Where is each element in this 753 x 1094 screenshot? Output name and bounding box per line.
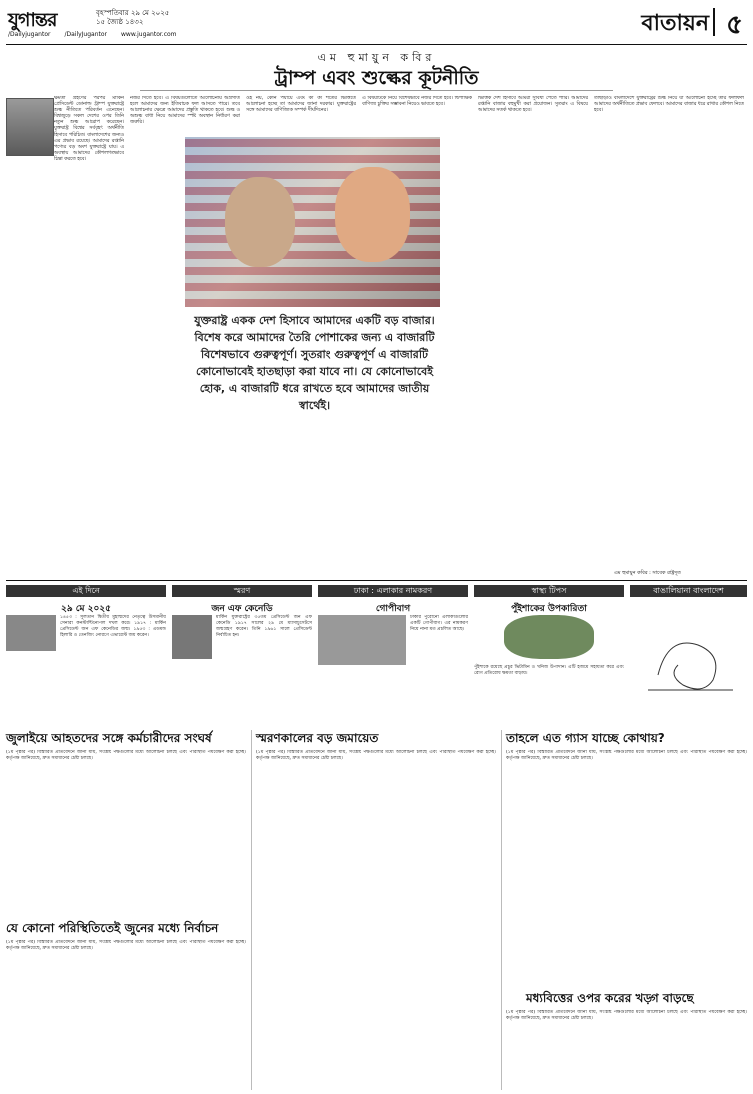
article-column-4: এ বিষয়টিকে নিয়ে বিশেষভাবে নজর দিতে হবে। দ্বিপাক্ষিক বাণিজ্য চুক্তির সম্ভাবনা নিয়েও ভাবতে হবে। bbox=[362, 96, 472, 108]
box-title: ঢাকা : এলাকার নামকরণ bbox=[318, 585, 468, 597]
news-text-4: (১ম পৃষ্ঠার পর) বিস্তারিত প্রতিবেদনে জানা যায়, সংশ্লিষ্ট পক্ষগুলোর মধ্যে আলোচনা চলছে এবং পরিস্থিতি পর্যবেক্ষণ করা হচ্ছে। কর্তৃপক্ষ জানিয়েছে, দ্রুত সমাধানের চেষ্টা চলছে। bbox=[6, 940, 246, 951]
column-divider bbox=[251, 730, 252, 1090]
section-name: বাতায়ন bbox=[641, 10, 709, 36]
box-title: এই দিনে bbox=[6, 585, 166, 597]
masthead bbox=[0, 0, 753, 50]
health-box bbox=[474, 585, 624, 725]
news-headline-3: তাহলে এত গ্যাস যাচ্ছে কোথায়? bbox=[506, 731, 665, 745]
article-column-5: ভিত্তিক দেশ হিসাবে আমরা সুবিধা পেতে পারি। আমাদের রপ্তানি বাজার বহুমুখী করা প্রয়োজন। সুতরাং এ বিষয়ে আমাদের সতর্ক থাকতে হবে। bbox=[478, 96, 588, 114]
column-divider bbox=[501, 730, 502, 1090]
article-byline: এম হুমায়ুন কবির bbox=[317, 51, 436, 64]
article-column-6: তাছাড়াও বাংলাদেশে যুক্তরাষ্ট্রের শুল্ক নিয়ে যা আলোচনা হচ্ছে তার ফলাফল আমাদের অর্থনীতিতে প্রভাব ফেলবে। আমাদের বাজার ধরে রাখার কৌশল নিতে হবে। bbox=[594, 96, 744, 114]
box-text: পুঁইশাকে রয়েছে প্রচুর ভিটামিন ও খনিজ উপাদান। এটি হজমে সহায়তা করে এবং রোগ প্রতিরোধ ক্ষমতা বাড়ায়। bbox=[474, 665, 624, 676]
news-headline-4: যে কোনো পরিস্থিতিতেই জুনের মধ্যে নির্বাচন bbox=[6, 921, 219, 935]
author-note: এম হুমায়ুন কবির : সাবেক রাষ্ট্রদূত bbox=[614, 570, 681, 576]
news-headline-1: জুলাইয়ে আহতদের সঙ্গে কর্মচারীদের সংঘর্ষ bbox=[6, 731, 212, 745]
masthead-rule bbox=[6, 44, 747, 45]
boxes-rule bbox=[6, 580, 747, 581]
box-text: মার্কিন যুক্তরাষ্ট্রের ৩৫তম প্রেসিডেন্ট জন এফ কেনেডি ১৯১৭ সালের ২৯ মে ম্যাসাচুসেটসে জন্মগ্রহণ করেন। তিনি ১৯৬১ সালে প্রেসিডেন্ট নির্বাচিত হন। bbox=[216, 615, 312, 638]
article-column-2: নজর দিতে হবে। এ বিষয়গুলোতে আলোচনায় অগ্রগতি হলে আমাদের জন্য ইতিবাচক ফল আসতে পারে। তবে আলোচনার ক্ষেত্রে আমাদের প্রস্তুতি থাকতে হবে। শুল্ক ও অশুল্ক বাধা নিয়ে আমাদের স্পষ্ট অবস্থান নির্ধারণ করা জরুরি। bbox=[130, 96, 240, 126]
article-headline: ট্রাম্প এবং শুল্কের কূটনীতি bbox=[274, 67, 479, 89]
page-number: ৫ bbox=[726, 10, 743, 40]
box-subtitle: গোপীবাগ bbox=[375, 604, 411, 614]
box-subtitle: জন এফ কেনেডি bbox=[211, 604, 273, 614]
news-headline-5: মধ্যবিত্তের ওপর করের খড়্গ বাড়ছে bbox=[526, 991, 694, 1005]
photo-person-left bbox=[225, 177, 295, 267]
divider bbox=[713, 8, 715, 36]
kennedy-photo bbox=[172, 615, 212, 659]
box-text: ঢাকার পুরোনো এলাকাগুলোর একটি গোপীবাগ। এর নামকরণ নিয়ে নানা মত প্রচলিত আছে। bbox=[410, 615, 468, 632]
twitter-link[interactable]: /DailyJugantor bbox=[64, 31, 108, 38]
news-text-1: (১ম পৃষ্ঠার পর) বিস্তারিত প্রতিবেদনে জানা যায়, সংশ্লিষ্ট পক্ষগুলোর মধ্যে আলোচনা চলছে এবং পরিস্থিতি পর্যবেক্ষণ করা হচ্ছে। কর্তৃপক্ষ জানিয়েছে, দ্রুত সমাধানের চেষ্টা চলছে। bbox=[6, 750, 246, 761]
dhaka-box bbox=[318, 585, 468, 725]
box-title: স্বাস্থ্য টিপস bbox=[474, 585, 624, 597]
article-column-3: ওই নয়, কোন পর্যায়ে এবং কী কী শর্তের ভিত্তিতে আলোচনা হচ্ছে তা আমাদের জানা দরকার। যুক্তরাষ্ট্রের সঙ্গে আমাদের বাণিজ্যিক সম্পর্ক দীর্ঘদিনের। bbox=[246, 96, 356, 114]
this-day-box bbox=[6, 585, 166, 725]
news-text-2: (১ম পৃষ্ঠার পর) বিস্তারিত প্রতিবেদনে জানা যায়, সংশ্লিষ্ট পক্ষগুলোর মধ্যে আলোচনা চলছে এবং পরিস্থিতি পর্যবেক্ষণ করা হচ্ছে। কর্তৃপক্ষ জানিয়েছে, দ্রুত সমাধানের চেষ্টা চলছে। bbox=[256, 750, 496, 761]
remembrance-box bbox=[172, 585, 312, 725]
social-links bbox=[8, 31, 177, 38]
photo-person-right bbox=[335, 167, 410, 262]
box-title: বাঙালিয়ানা বাংলাদেশ bbox=[630, 585, 747, 597]
this-day-image bbox=[6, 615, 56, 651]
spinach-image bbox=[504, 615, 594, 659]
website-link[interactable]: www.jugantor.com bbox=[121, 31, 177, 38]
box-text: ১৪৫৩ : সুলতান দ্বিতীয় মুহাম্মদের নেতৃত্বে উসমানীয় সেনারা কনস্টান্টিনোপল দখল করে। ১৯১৭ : মার্কিন প্রেসিডেন্ট জন এফ কেনেডির জন্ম। ১৯৫৩ : এডমন্ড হিলারি ও তেনজিং নোরগে এভারেস্ট জয় করেন। bbox=[60, 615, 166, 638]
news-text-3: (১ম পৃষ্ঠার পর) বিস্তারিত প্রতিবেদনে জানা যায়, সংশ্লিষ্ট পক্ষগুলোর মধ্যে আলোচনা চলছে এবং পরিস্থিতি পর্যবেক্ষণ করা হচ্ছে। কর্তৃপক্ষ জানিয়েছে, দ্রুত সমাধানের চেষ্টা চলছে। bbox=[506, 750, 747, 761]
box-subtitle: পুঁইশাকের উপকারিতা bbox=[511, 604, 587, 614]
news-text-5: (১ম পৃষ্ঠার পর) বিস্তারিত প্রতিবেদনে জানা যায়, সংশ্লিষ্ট পক্ষগুলোর মধ্যে আলোচনা চলছে এবং পরিস্থিতি পর্যবেক্ষণ করা হচ্ছে। কর্তৃপক্ষ জানিয়েছে, দ্রুত সমাধানের চেষ্টা চলছে। bbox=[506, 1010, 747, 1021]
article-column-1: ক্ষমতা গ্রহণের পরপর মার্কিন প্রেসিডেন্ট ডোনাল্ড ট্রাম্প যুক্তরাষ্ট্রে শুল্ক নীতিতে পরিবর্তন এনেছেন। বিশ্বজুড়ে সকল দেশের ওপর তিনি নতুন শুল্ক আরোপ করেছেন। যুক্তরাষ্ট্র বিশ্বের সর্ববৃহৎ অর্থনীতি হিসাবে পরিচিত। বাংলাদেশের জন্যও এর প্রভাব রয়েছে। আমাদের রপ্তানি পণ্যের বড় অংশ যুক্তরাষ্ট্রে যায়। এ অবস্থায় আমাদের কৌশলগতভাবে চিন্তা করতে হবে। bbox=[54, 96, 124, 162]
box-title: স্মরণ bbox=[172, 585, 312, 597]
box-subtitle: ২৯ মে ২০২৫ bbox=[60, 604, 111, 614]
facebook-link[interactable]: /Dailyjugantor bbox=[8, 31, 51, 38]
news-headline-2: স্মরণকালের বড় জমায়েত bbox=[256, 731, 379, 745]
headline-rule bbox=[140, 90, 613, 91]
snail-cartoon bbox=[638, 605, 738, 705]
newspaper-logo: যুগান্তর bbox=[8, 9, 57, 31]
pull-quote: যুক্তরাষ্ট্র একক দেশ হিসাবে আমাদের একটি বড় বাজার। বিশেষ করে আমাদের তৈরি পোশাকের জন্য এ বাজারটি বিশেষভাবে গুরুত্বপূর্ণ। সুতরাং গুরুত্বপূর্ণ এ বাজারটি কোনোভাবেই হাতছাড়া করা যাবে না। যে কোনোভাবেই হোক, এ বাজারটি ধরে রাখতে হবে আমাদের জাতীয় স্বার্থেই। bbox=[194, 314, 435, 412]
article-photo bbox=[185, 137, 440, 307]
cartoon-box bbox=[630, 585, 747, 725]
news-section bbox=[6, 730, 747, 1090]
masthead-date: বৃহস্পতিবার ২৯ মে ২০২৫ ১৫ জ্যৈষ্ঠ ১৪৩২ bbox=[96, 9, 170, 26]
dhaka-photo bbox=[318, 615, 406, 665]
